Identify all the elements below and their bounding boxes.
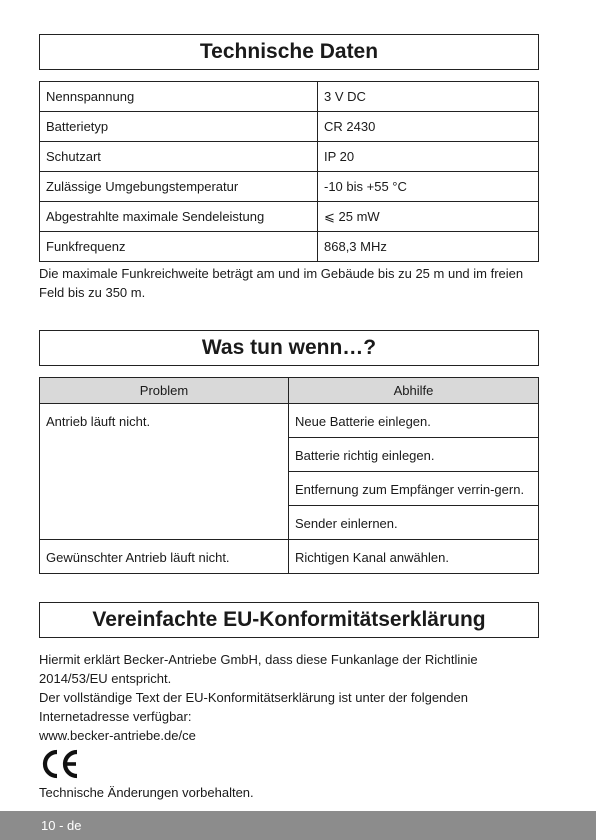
tech-data-title: Technische Daten (39, 34, 539, 70)
eu-declaration-availability: Der vollständige Text der EU-Konformitätserklärung ist unter der folgenden Internetadresse verfügbar: (39, 690, 468, 724)
tech-data-table (39, 81, 539, 262)
tech-value: 3 V DC (318, 82, 539, 112)
table-header-row (40, 378, 539, 404)
table-row (40, 404, 539, 438)
tech-label: Zulässige Umgebungstemperatur (40, 172, 318, 202)
problem-header: Problem (40, 378, 289, 404)
eu-declaration-title: Vereinfachte EU-Konformitätserklärung (39, 602, 539, 638)
tech-label: Abgestrahlte maximale Sendeleistung (40, 202, 318, 232)
table-row (40, 540, 539, 574)
remedy-cell: Neue Batterie einlegen. (289, 404, 539, 438)
tech-value: -10 bis +55 °C (318, 172, 539, 202)
table-row (40, 82, 539, 112)
tech-label: Nennspannung (40, 82, 318, 112)
remedy-cell: Sender einlernen. (289, 506, 539, 540)
eu-declaration-url: www.becker-antriebe.de/ce (39, 728, 196, 743)
table-row (40, 172, 539, 202)
table-row (40, 202, 539, 232)
problem-cell: Gewünschter Antrieb läuft nicht. (40, 540, 289, 574)
range-note: Die maximale Funkreichweite beträgt am und im Gebäude bis zu 25 m und im freien Feld bis zu 350 m. (39, 266, 524, 300)
tech-value: CR 2430 (318, 112, 539, 142)
remedy-cell: Richtigen Kanal anwählen. (289, 540, 539, 574)
ce-mark-icon (40, 748, 82, 780)
page-footer (0, 811, 596, 840)
table-row (40, 142, 539, 172)
tech-value: IP 20 (318, 142, 539, 172)
tech-value: 868,3 MHz (318, 232, 539, 262)
table-row (40, 112, 539, 142)
tech-label: Schutzart (40, 142, 318, 172)
troubleshooting-title: Was tun wenn…? (39, 330, 539, 366)
tech-label: Batterietyp (40, 112, 318, 142)
tech-label: Funkfrequenz (40, 232, 318, 262)
troubleshooting-table (39, 377, 539, 574)
page-number: 10 - de (41, 818, 82, 833)
remedy-cell: Batterie richtig einlegen. (289, 438, 539, 472)
changes-note: Technische Änderungen vorbehalten. (39, 785, 254, 800)
table-row (40, 232, 539, 262)
problem-cell: Antrieb läuft nicht. (40, 404, 289, 540)
remedy-header: Abhilfe (289, 378, 539, 404)
remedy-cell: Entfernung zum Empfänger verrin-gern. (289, 472, 539, 506)
eu-declaration-text: Hiermit erklärt Becker-Antriebe GmbH, dass diese Funkanlage der Richtlinie 2014/53/EU entspricht. (39, 652, 478, 686)
tech-value: ⩽ 25 mW (318, 202, 539, 232)
